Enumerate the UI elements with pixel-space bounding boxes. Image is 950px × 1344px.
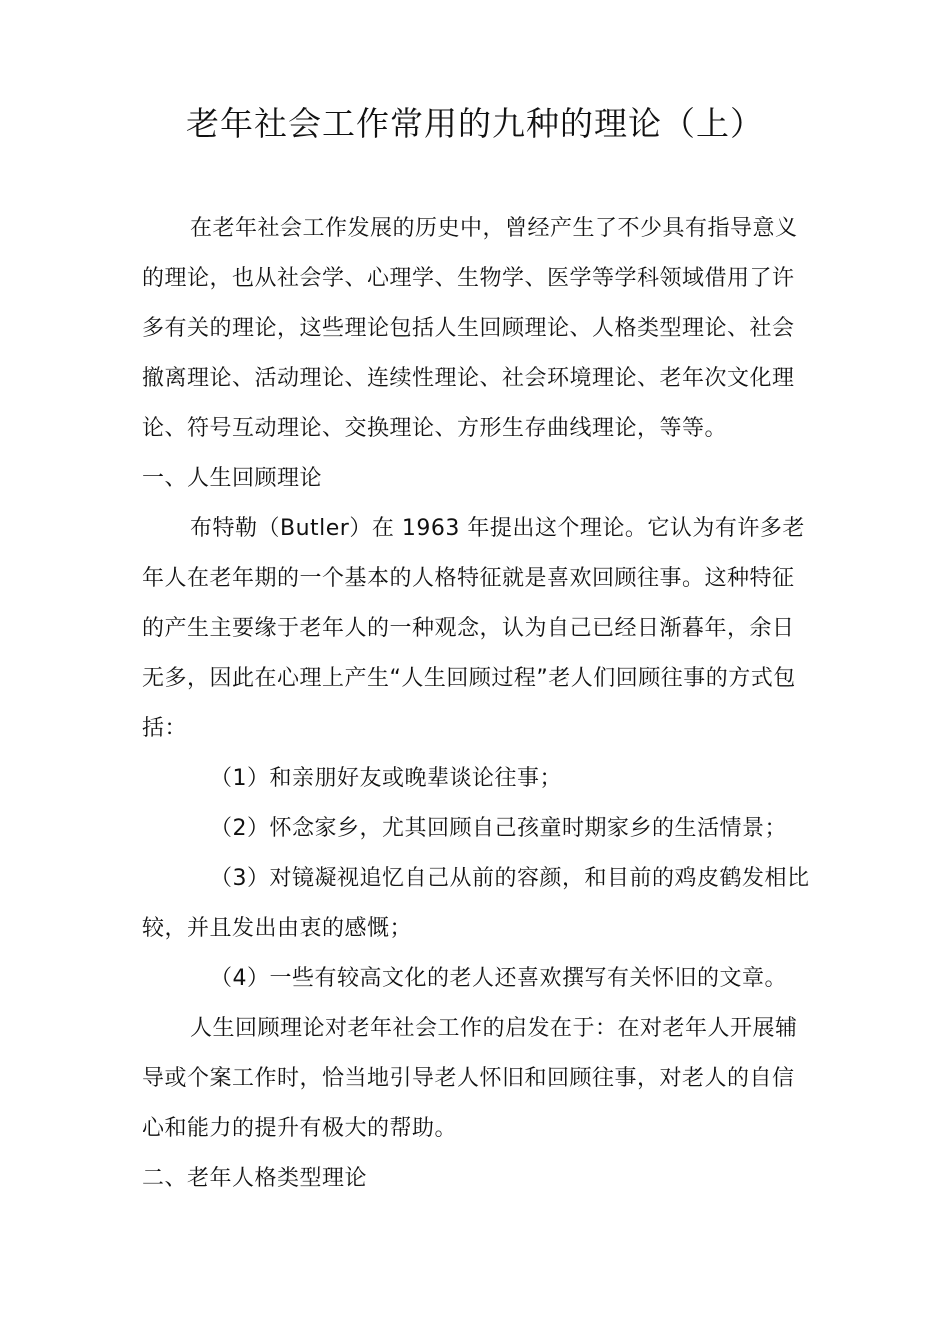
list-item: （4）一些有较高文化的老人还喜欢撰写有关怀旧的文章。: [210, 966, 787, 991]
document-title: 老年社会工作常用的九种的理论（上）: [186, 104, 764, 143]
life-review-paragraph: 布特勒（Butler）在 1963 年提出这个理论。它认为有许多老年人在老年期的一个基本的人格特征就是喜欢回顾往事。这种特征的产生主要缘于老年人的一种观念，认为自己已经日渐暮年，余日无多，因此在心理上产生“人生回顾过程”老人们回顾往事的方式包括：: [142, 516, 805, 741]
intro-paragraph: 在老年社会工作发展的历史中，曾经产生了不少具有指导意义的理论，也从社会学、心理学、生物学、医学等学科领域借用了许多有关的理论，这些理论包括人生回顾理论、人格类型理论、社会撤离理论、活动理论、连续性理论、社会环境理论、老年次文化理论、符号互动理论、交换理论、方形生存曲线理论，等等。: [142, 216, 798, 441]
life-review-implication-paragraph: 人生回顾理论对老年社会工作的启发在于：在对老年人开展辅导或个案工作时，恰当地引导老人怀旧和回顾往事，对老人的自信心和能力的提升有极大的帮助。: [142, 1016, 798, 1141]
section-heading-life-review: 一、人生回顾理论: [142, 466, 323, 491]
list-item: （3）对镜凝视追忆自己从前的容颜，和目前的鸡皮鹤发相比较，并且发出由衷的感慨；: [142, 866, 810, 941]
list-item: （2）怀念家乡，尤其回顾自己孩童时期家乡的生活情景；: [210, 816, 787, 841]
document-body: [142, 204, 812, 1204]
section-heading-personality-types: 二、老年人格类型理论: [142, 1166, 368, 1191]
list-item: （1）和亲朋好友或晚辈谈论往事；: [210, 766, 562, 791]
